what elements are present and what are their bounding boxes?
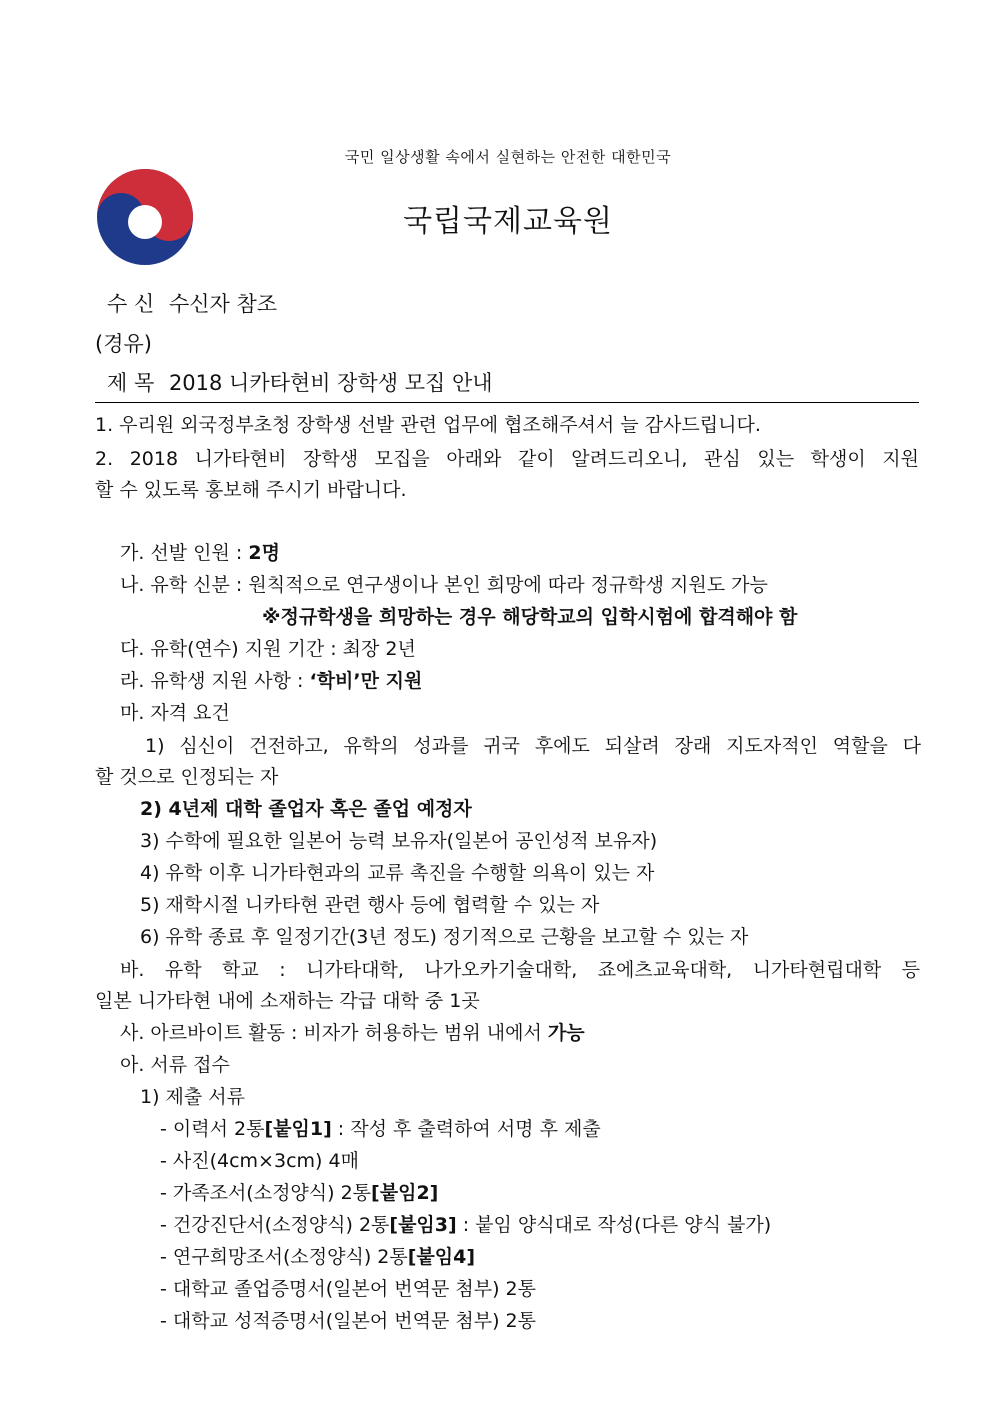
doc-item-4-name: - 건강진단서(소정양식) 2통 (160, 1214, 390, 1236)
item-ba-line1: 바. 유학 학교 : 니가타대학, 나가오카기술대학, 죠에츠교육대학, 니가타현립대학 등 (120, 959, 920, 981)
doc-item-5-name: - 연구희망조서(소정양식) 2통 (160, 1246, 408, 1268)
item-na: 나. 유학 신분 : 원칙적으로 연구생이나 본인 희망에 따라 정규학생 지원도 가능 (120, 574, 768, 596)
item-ra (120, 665, 422, 697)
recipient-label: 수 신 (107, 292, 155, 316)
item-ma-6: 6) 유학 종료 후 일정기간(3년 정도) 정기적으로 근황을 보고할 수 있는 자 (140, 926, 749, 948)
subject-row (107, 367, 493, 399)
item-a: 아. 서류 접수 (120, 1054, 230, 1076)
doc-item-1-ref: [붙임1] (264, 1118, 332, 1140)
item-sa-label: 사. 아르바이트 활동 : 비자가 허용하는 범위 내에서 (120, 1022, 548, 1044)
paragraph-2-line2: 할 수 있도록 홍보해 주시기 바랍니다. (95, 479, 407, 501)
org-name: 국립국제교육원 (403, 204, 613, 239)
doc-item-1-name: - 이력서 2통 (160, 1118, 265, 1140)
doc-item-5-ref: [붙임4] (407, 1246, 476, 1268)
item-ma-1-line2: 할 것으로 인정되는 자 (95, 766, 279, 788)
item-ra-value: ‘학비’만 지원 (309, 670, 423, 692)
recipient-value: 수신자 참조 (168, 292, 278, 316)
item-ba-line2: 일본 니가타현 내에 소재하는 각급 대학 중 1곳 (95, 990, 480, 1012)
doc-item-1 (160, 1113, 601, 1145)
doc-item-2: - 사진(4cm×3cm) 4매 (160, 1150, 359, 1172)
doc-item-7: - 대학교 성적증명서(일본어 번역문 첨부) 2통 (160, 1310, 536, 1332)
doc-item-3 (160, 1177, 438, 1209)
slogan: 국민 일상생활 속에서 실현하는 안전한 대한민국 (344, 148, 672, 166)
doc-item-1-note: : 작성 후 출력하여 서명 후 제출 (331, 1118, 601, 1140)
subject-label: 제 목 (107, 371, 155, 395)
item-ga-label: 가. 선발 인원 : (120, 542, 249, 564)
paragraph-2-line1: 2. 2018 니가타현비 장학생 모집을 아래와 같이 알려드리오니, 관심 있는 학생이 지원 (95, 448, 919, 470)
item-sa-value: 가능 (547, 1022, 585, 1044)
item-ma-4: 4) 유학 이후 니가타현과의 교류 촉진을 수행할 의욕이 있는 자 (140, 862, 655, 884)
item-ga (120, 537, 280, 569)
paragraph-1: 1. 우리원 외국정부초청 장학생 선발 관련 업무에 협조해주셔서 늘 감사드립니다. (95, 414, 761, 436)
subject-value: 2018 니카타현비 장학생 모집 안내 (168, 371, 493, 395)
doc-item-4-note: : 붙임 양식대로 작성(다른 양식 불가) (456, 1214, 772, 1236)
doc-item-3-name: - 가족조서(소정양식) 2통 (160, 1182, 372, 1204)
item-da: 다. 유학(연수) 지원 기간 : 최장 2년 (120, 638, 416, 660)
doc-item-3-ref: [붙임2] (371, 1182, 439, 1204)
item-ma-5: 5) 재학시절 니카타현 관련 행사 등에 협력할 수 있는 자 (140, 894, 600, 916)
doc-item-4 (160, 1209, 771, 1241)
item-ra-label: 라. 유학생 지원 사항 : (120, 670, 310, 692)
doc-item-5 (160, 1241, 475, 1273)
item-ma-1-line1: 1) 심신이 건전하고, 유학의 성과를 귀국 후에도 되살려 장래 지도자적인 역할을 다 (145, 735, 921, 757)
item-ga-value: 2명 (248, 542, 280, 564)
header-divider (95, 402, 919, 403)
item-a-1: 1) 제출 서류 (140, 1086, 245, 1108)
item-ma-2: 2) 4년제 대학 졸업자 혹은 졸업 예정자 (140, 798, 472, 820)
doc-item-6: - 대학교 졸업증명서(일본어 번역문 첨부) 2통 (160, 1278, 536, 1300)
doc-item-4-ref: [붙임3] (389, 1214, 457, 1236)
recipient-row (107, 288, 277, 320)
item-ma: 마. 자격 요건 (120, 702, 230, 724)
via-row: (경유) (95, 332, 152, 356)
item-sa (120, 1017, 585, 1049)
item-ma-3: 3) 수학에 필요한 일본어 능력 보유자(일본어 공인성적 보유자) (140, 830, 658, 852)
item-na-note: ※정규학생을 희망하는 경우 해당학교의 입학시험에 합격해야 함 (262, 606, 798, 628)
